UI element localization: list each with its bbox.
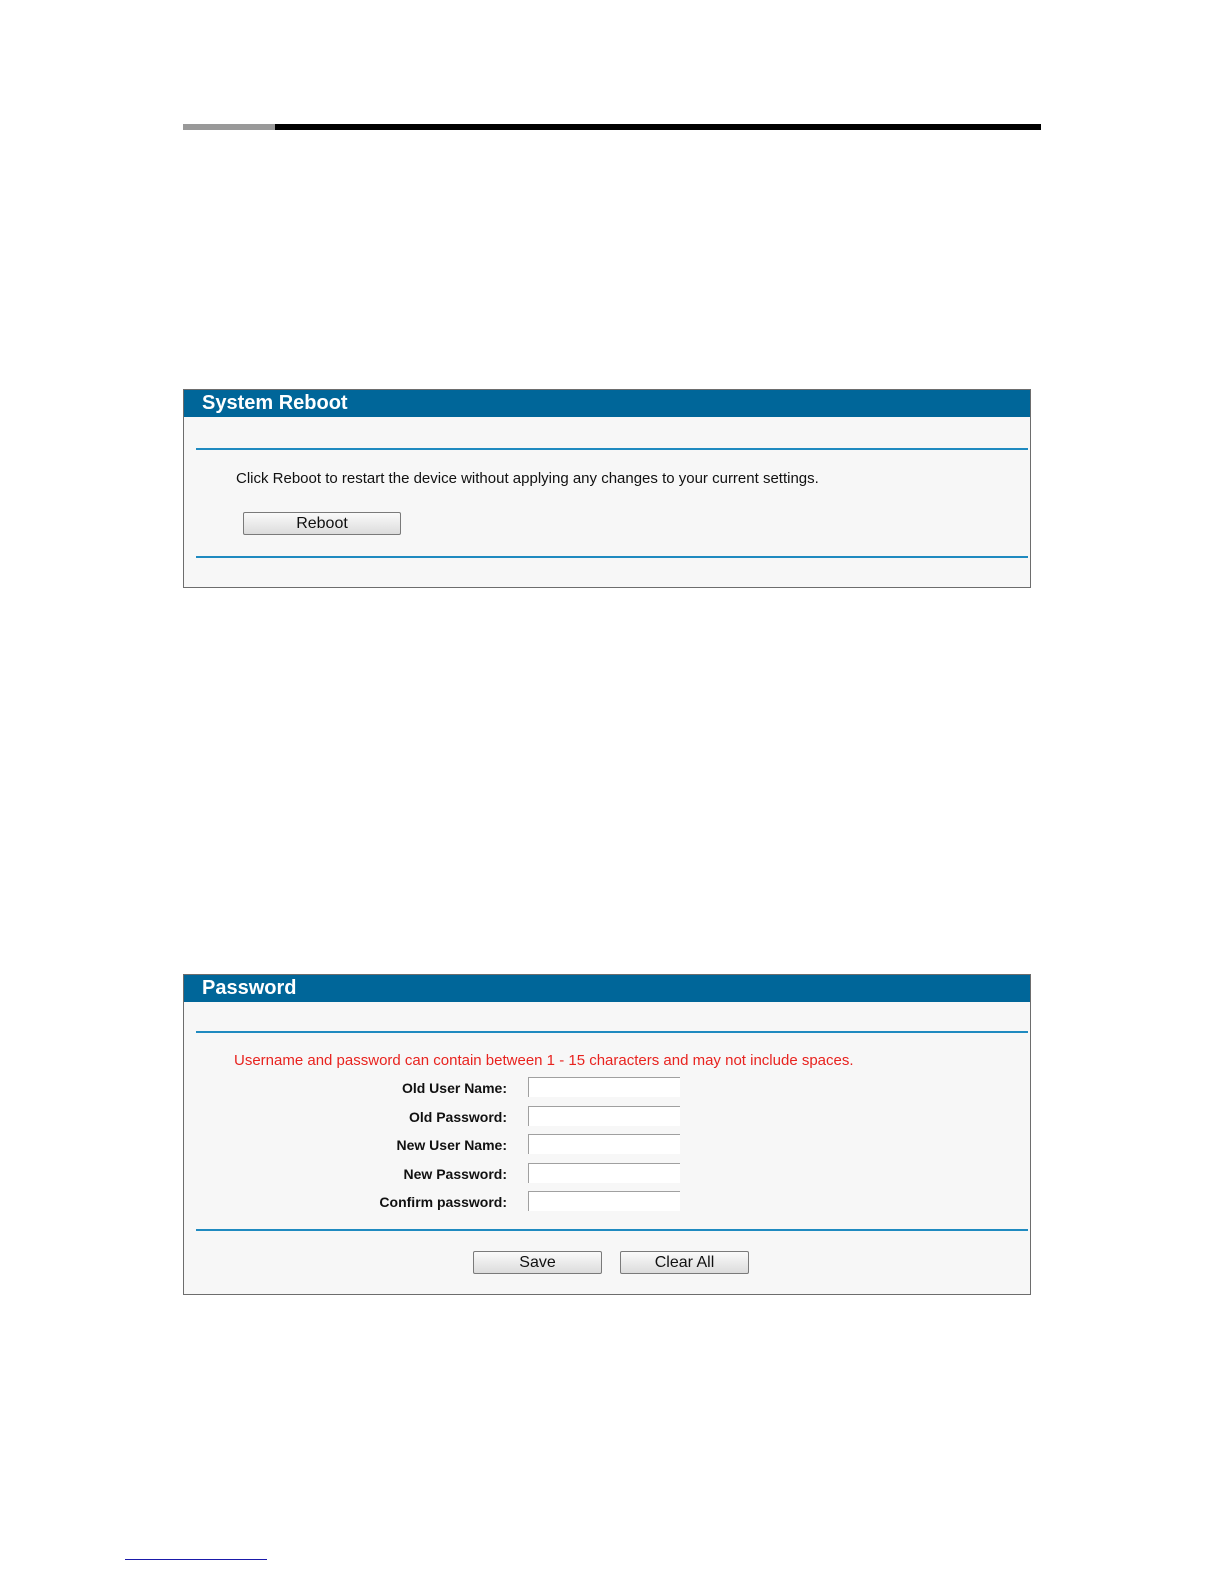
divider-bottom <box>196 1229 1028 1231</box>
header-rule-black <box>275 124 1041 130</box>
system-reboot-title: System Reboot <box>184 390 1030 417</box>
clear-all-button[interactable]: Clear All <box>620 1251 749 1274</box>
system-reboot-panel <box>183 389 1031 588</box>
password-notice: Username and password can contain between 1 - 15 characters and may not include spaces. <box>234 1052 854 1069</box>
divider-top <box>196 448 1028 450</box>
reboot-description: Click Reboot to restart the device without applying any changes to your current settings. <box>236 470 819 487</box>
old-password-label: Old Password: <box>408 1109 507 1125</box>
save-button[interactable]: Save <box>473 1251 602 1274</box>
new-user-name-input[interactable] <box>528 1134 680 1154</box>
divider-top <box>196 1031 1028 1033</box>
divider-bottom <box>196 556 1028 558</box>
header-rule-gray <box>183 124 275 130</box>
password-panel <box>183 974 1031 1295</box>
new-password-input[interactable] <box>528 1163 680 1183</box>
new-user-name-label: New User Name: <box>396 1137 507 1153</box>
footnote-rule <box>125 1559 267 1560</box>
password-title: Password <box>184 975 1030 1002</box>
old-user-name-input[interactable] <box>528 1077 680 1097</box>
new-password-label: New Password: <box>403 1166 507 1182</box>
old-password-input[interactable] <box>528 1106 680 1126</box>
confirm-password-input[interactable] <box>528 1191 680 1211</box>
confirm-password-label: Confirm password: <box>379 1194 507 1210</box>
reboot-button[interactable]: Reboot <box>243 512 401 535</box>
old-user-name-label: Old User Name: <box>401 1080 507 1096</box>
